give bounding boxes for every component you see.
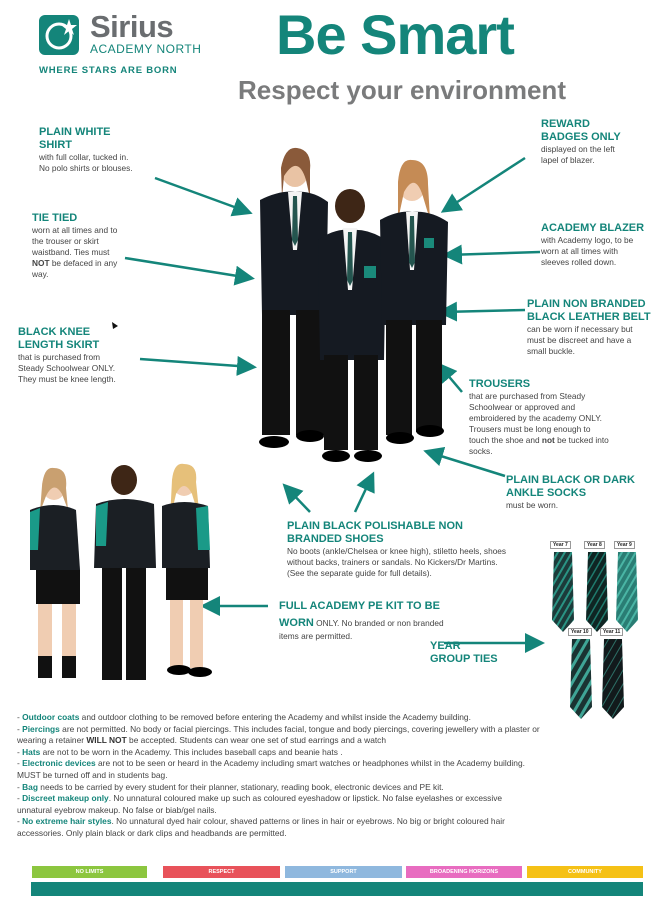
trousers-line-1: that are purchased from Steady [469, 391, 586, 401]
tie-tag-year-11: Year 11 [600, 628, 623, 636]
tie-line-4 [32, 258, 152, 269]
blazer-line-1: with Academy logo, to be [541, 235, 634, 245]
shoes-line-3: (See the separate guide for full details). [287, 568, 432, 578]
pe-line-1: items are permitted. [279, 631, 353, 641]
tie-tag-year-7: Year 7 [550, 541, 571, 549]
value-no-limits: NO LIMITS [32, 866, 147, 878]
badges-title-2: BADGES ONLY [541, 131, 621, 143]
badges-line-1: displayed on the left [541, 144, 615, 154]
rule-makeup-cont: unnatural eyebrow makeup. No false or biab/gel nails. [17, 804, 217, 815]
rule-electronic-devices: - Electronic devices are not to be seen or heard in the Academy including smart watches or headphones whilst in the Academy building. [17, 758, 525, 769]
shoes-rule [287, 520, 552, 579]
trousers-line-2: Schoolwear or approved and [469, 402, 576, 412]
rule-hl: Outdoor coats [22, 712, 80, 722]
trousers-line-5a: touch the shoe and [469, 435, 542, 445]
shirt-rule [39, 126, 169, 174]
socks-line-1: must be worn. [506, 500, 559, 510]
rule-text: are not to be worn in the Academy. This includes baseball caps and beanie hats . [40, 746, 343, 757]
rule-text: be accepted. Students can wear one set of stud earrings and a watch [126, 735, 387, 746]
tie-tag-year-10: Year 10 [568, 628, 592, 636]
rule-text: . No unnatural dyed hair colour, shaved patterns or lines in hair or eyebrows. No big or bright coloured hair [111, 816, 505, 827]
skirt-title-2: LENGTH SKIRT [18, 339, 100, 351]
trousers-rule [469, 378, 639, 457]
blazer-rule [541, 222, 655, 268]
rule-hl: Hats [22, 746, 41, 757]
tie-tag-year-8: Year 8 [584, 541, 605, 549]
trousers-line-6: socks. [469, 446, 493, 456]
tie-year-11-icon [600, 639, 626, 719]
tie-not-emphasis: NOT [32, 258, 50, 268]
badges-rule [541, 118, 651, 166]
rule-text: and outdoor clothing to be removed before entering the Academy and whilst inside the Academy building. [79, 712, 471, 722]
belt-line-1: can be worn if necessary but [527, 324, 633, 334]
skirt-rule [18, 326, 148, 385]
rule-text: wearing a retainer [17, 735, 87, 746]
belt-title-1: PLAIN NON BRANDED [527, 298, 646, 310]
shoes-title-1: PLAIN BLACK POLISHABLE NON [287, 520, 463, 532]
ties-title-1: YEAR [430, 640, 461, 652]
rule-piercings: - Piercings are not permitted. No body or facial piercings. This includes facial, tongue and body piercings, covering jewellery with a plaster or [17, 723, 540, 734]
shirt-title-1: PLAIN WHITE [39, 126, 111, 138]
year-ties-label [430, 640, 520, 666]
skirt-line-3: They must be knee length. [18, 374, 116, 384]
rule-outdoor-coats: - Outdoor coats and outdoor clothing to be removed before entering the Academy and whilst inside the Academy building. [17, 712, 471, 722]
tie-year-8 [584, 533, 610, 632]
blazer-title: ACADEMY BLAZER [541, 222, 645, 234]
tie-year-9 [614, 533, 640, 632]
rule-hl: Discreet makeup only [22, 793, 109, 804]
rule-electronic-devices-cont: MUST be turned off and in students bag. [17, 769, 168, 780]
value-community: COMMUNITY [527, 866, 643, 878]
pe-title-1: FULL ACADEMY PE KIT TO BE [279, 600, 440, 612]
tie-line-1: worn at all times and to [32, 225, 118, 235]
page-title: Be Smart [276, 3, 514, 66]
shirt-line-1: with full collar, tucked in. [39, 152, 129, 162]
shoes-line-2: without backs, trainers or sandals. No Kickers/Dr Martins. [287, 557, 498, 567]
tie-line-5: way. [32, 269, 49, 279]
skirt-line-1: that is purchased from [18, 352, 101, 362]
rule-hl: Piercings [22, 723, 60, 734]
rule-hair: - No extreme hair styles. No unnatural dyed hair colour, shaved patterns or lines in hair or eyebrows. No big or bright coloured hair [17, 816, 505, 827]
trousers-line-5c: be tucked into [554, 435, 609, 445]
tagline: WHERE STARS ARE BORN [39, 65, 178, 76]
uniform-students-illustration [240, 140, 455, 470]
belt-line-3: small buckle. [527, 346, 575, 356]
rule-hl: No extreme hair styles [22, 816, 112, 827]
badges-title-1: REWARD [541, 118, 590, 130]
rule-text: are not to be seen or heard in the Academy including smart watches or headphones whilst in the Academy building. [95, 758, 525, 769]
pe-kit-students-illustration [24, 460, 219, 692]
blazer-line-3: sleeves rolled down. [541, 257, 617, 267]
footer-strip [31, 882, 643, 896]
tie-title: TIE TIED [32, 212, 78, 224]
belt-line-2: must be discreet and have a [527, 335, 632, 345]
ties-title-2: GROUP TIES [430, 653, 498, 665]
socks-title-1: PLAIN BLACK OR DARK [506, 474, 635, 486]
brand-subname: ACADEMY NORTH [90, 42, 202, 56]
trousers-title: TROUSERS [469, 378, 531, 390]
trousers-line-3: embroidered by the academy ONLY. [469, 413, 602, 423]
rule-hl: Bag [22, 781, 38, 792]
shoes-line-1: No boots (ankle/Chelsea or knee high), stiletto heels, shoes [287, 546, 507, 556]
skirt-line-2: Steady Schoolwear ONLY. [18, 363, 116, 373]
value-broadening-horizons: BROADENING HORIZONS [406, 866, 522, 878]
shoes-title-2: BRANDED SHOES [287, 533, 384, 545]
blazer-line-2: worn at all times with [541, 246, 619, 256]
socks-rule [506, 474, 656, 511]
tie-line-3: waistband. Ties must [32, 247, 110, 257]
pe-title-2a: WORN [279, 617, 314, 629]
socks-title-2: ANKLE SOCKS [506, 487, 587, 499]
rule-hl: Electronic devices [22, 758, 96, 769]
tie-year-7 [550, 533, 576, 632]
rule-makeup: - Discreet makeup only. No unnatural coloured make up such as coloured eyeshadow or lipstick. No false eyelashes or excessive [17, 793, 503, 804]
shirt-title-2: SHIRT [39, 139, 72, 151]
trousers-not-emphasis: not [541, 435, 555, 445]
value-support: SUPPORT [285, 866, 402, 878]
belt-rule [527, 298, 655, 357]
tie-year-10-icon [568, 639, 594, 719]
belt-title-2: BLACK LEATHER BELT [527, 311, 651, 323]
rules-list [17, 712, 642, 840]
trousers-line-5 [469, 435, 639, 446]
tie-year-10 [568, 620, 594, 719]
pe-title-2 [279, 613, 479, 631]
rule-text: needs to be carried by every student for their planner, stationary, reading book, electronic devices and PE kit. [37, 781, 444, 792]
rule-hats: - Hats are not to be worn in the Academy. This includes baseball caps and beanie hats . [17, 746, 343, 757]
tie-year-11 [600, 620, 626, 719]
tie-rule [32, 212, 152, 280]
tie-tag-year-9: Year 9 [614, 541, 635, 549]
skirt-title-1: BLACK KNEE [18, 326, 91, 338]
shirt-line-2: No polo shirts or blouses. [39, 163, 133, 173]
badges-line-2: lapel of blazer. [541, 155, 595, 165]
tie-line-4-rest: be defaced in any [49, 258, 118, 268]
rule-text: . No unnatural coloured make up such as coloured eyeshadow or lipstick. No false eyelashes or excessive [108, 793, 503, 804]
value-respect: RESPECT [163, 866, 280, 878]
rule-emphasis: WILL NOT [86, 735, 127, 746]
rule-bag: - Bag needs to be carried by every student for their planner, stationary, reading book, electronic devices and PE kit. [17, 781, 444, 792]
pe-kit-rule [279, 600, 479, 642]
trousers-line-4: Trousers must be long enough to [469, 424, 591, 434]
tie-line-2: the trouser or skirt [32, 236, 99, 246]
brand-name: Sirius [90, 9, 174, 44]
pe-title-2b: ONLY. No branded or non branded [313, 618, 444, 628]
page-subtitle: Respect your environment [238, 75, 566, 105]
rule-text: are not permitted. No body or facial piercings. This includes facial, tongue and body piercings, covering jewellery with a plaster or [59, 723, 540, 734]
rule-piercings-cont [17, 735, 642, 747]
rule-hair-cont: accessories. Only plain black or dark clips and headbands are permitted. [17, 827, 287, 838]
